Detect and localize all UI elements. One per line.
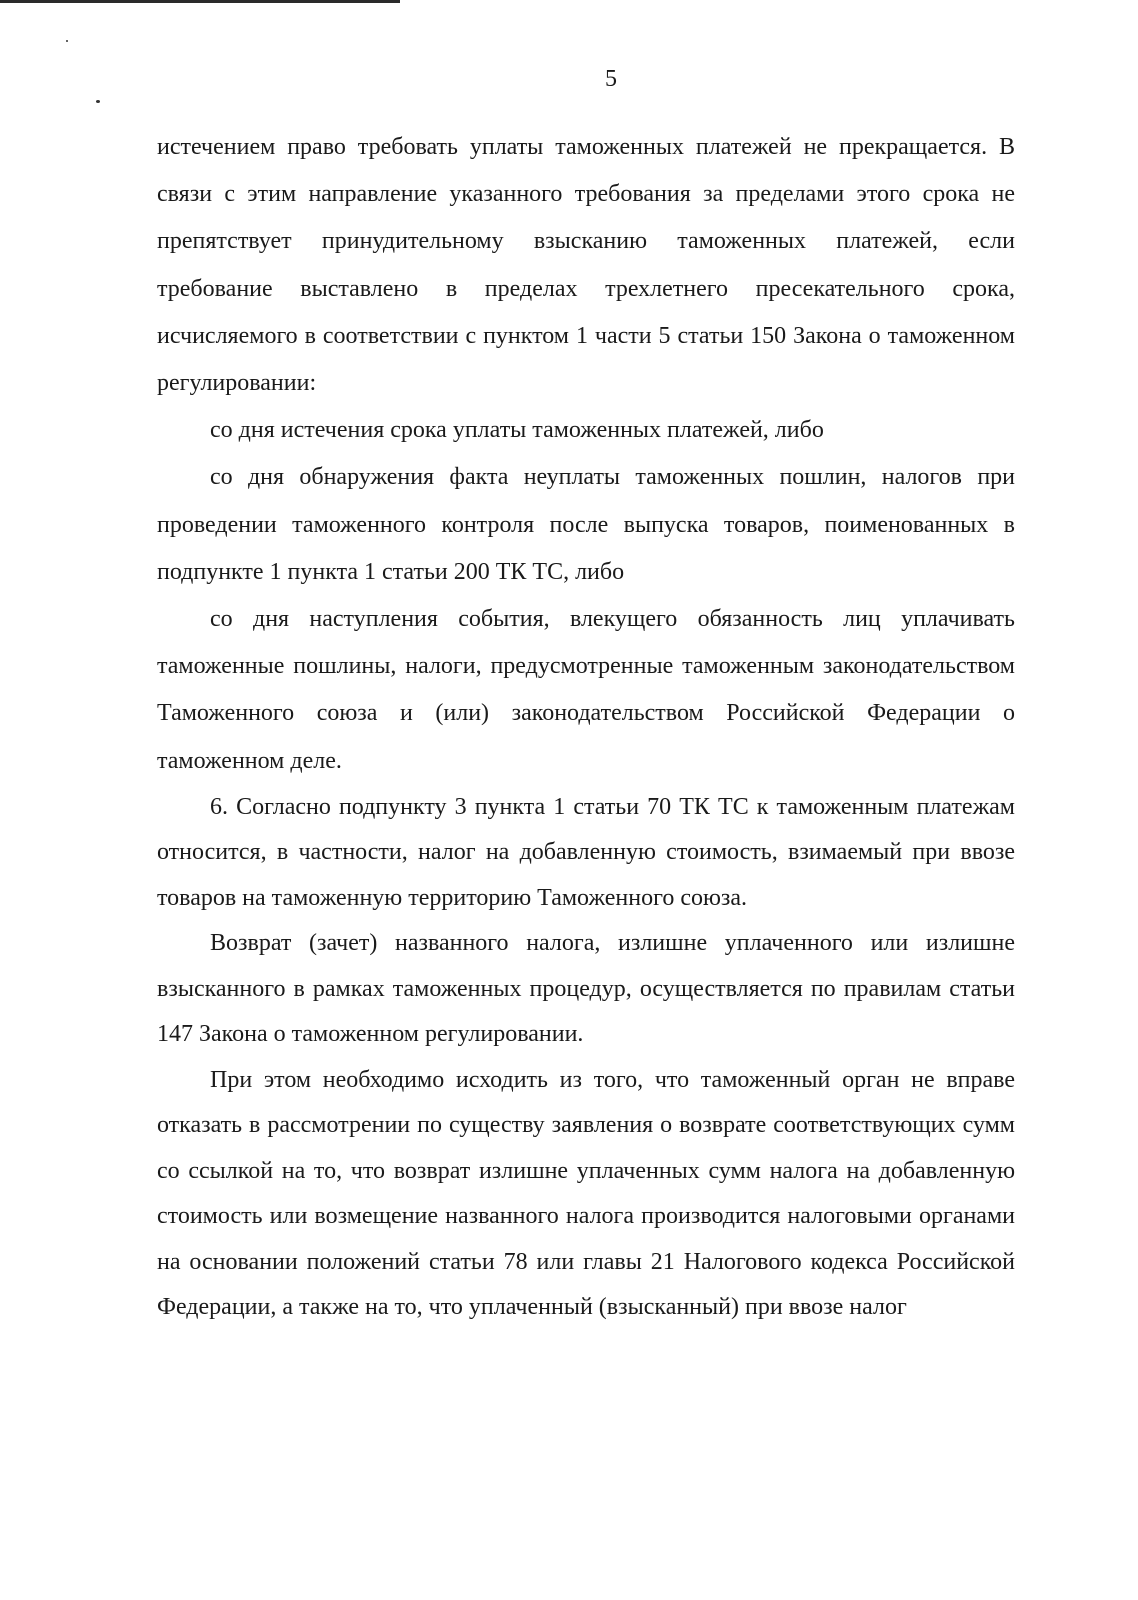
paragraph-list-item-3: со дня наступления события, влекущего обязанность лиц уплачивать таможенные пошлины, налоги, предусмотренные таможенным законодательством Таможенного союза и (или) законодательством Российской Федерации о таможенном деле.: [157, 606, 1015, 774]
paragraph-customs-authority: При этом необходимо исходить из того, что таможенный орган не вправе отказать в рассмотрении по существу заявления о возврате соответствующих сумм со ссылкой на то, что возврат излишне уплаченных сумм налога на добавленную стоимость или возмещение названного налога производится налоговыми органами на основании положений статьи 78 или главы 21 Налогового кодекса Российской Федерации, а также на то, что уплаченный (взысканный) при ввозе налог: [157, 1066, 1015, 1321]
paragraph-refund: Возврат (зачет) названного налога, излишне уплаченного или излишне взысканного в рамках таможенных процедур, осуществляется по правилам статьи 147 Закона о таможенном регулировании.: [157, 930, 1015, 1048]
scan-speck: [96, 100, 100, 103]
scan-speck: [66, 40, 68, 42]
document-body: [157, 124, 1015, 1331]
page-number: 5: [605, 66, 617, 92]
paragraph-continuation: истечением право требовать уплаты таможенных платежей не прекращается. В связи с этим направление указанного требования за пределами этого срока не препятствует принудительному взысканию таможенных платежей, если требование выставлено в пределах трехлетнего пресекательного срока, исчисляемого в соответствии с пунктом 1 части 5 статьи 150 Закона о таможенном регулировании:: [157, 134, 1015, 397]
paragraph-list-item-1: со дня истечения срока уплаты таможенных платежей, либо: [210, 417, 824, 444]
scan-edge-line: [0, 0, 400, 3]
paragraph-point-6: 6. Согласно подпункту 3 пункта 1 статьи 70 ТК ТС к таможенным платежам относится, в частности, налог на добавленную стоимость, взимаемый при ввозе товаров на таможенную территорию Таможенного союза.: [157, 793, 1015, 911]
paragraph-list-item-2: со дня обнаружения факта неуплаты таможенных пошлин, налогов при проведении таможенного контроля после выпуска товаров, поименованных в подпункте 1 пункта 1 статьи 200 ТК ТС, либо: [157, 464, 1015, 585]
